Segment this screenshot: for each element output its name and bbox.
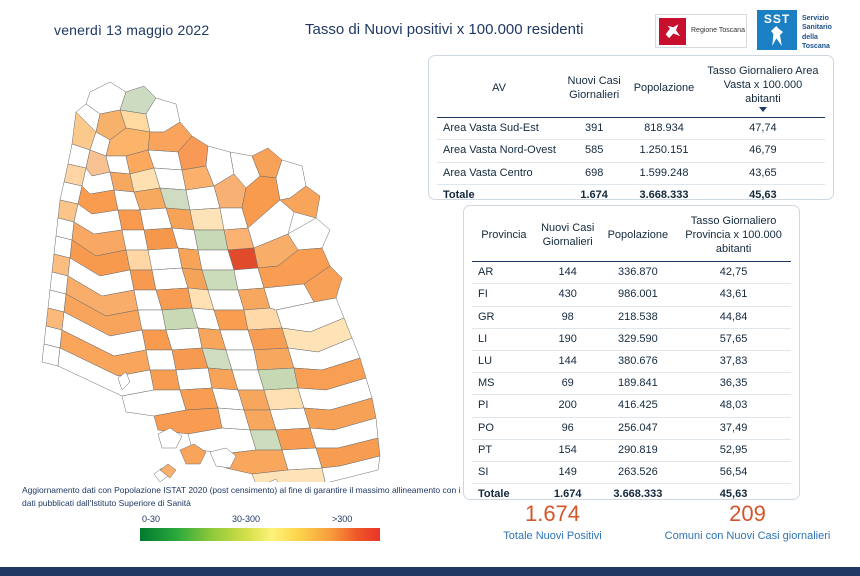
table-header-row: [472, 210, 791, 262]
cell-casi: 149: [536, 461, 600, 483]
stat-value: 1.674: [524, 501, 581, 526]
cell-area: Area Vasta Centro: [437, 162, 561, 184]
table-row[interactable]: [472, 351, 791, 373]
sst-caption-label: Servizio Sanitario della Toscana: [802, 15, 832, 51]
cell-provincia: GR: [472, 306, 536, 328]
map-svg: [30, 52, 450, 482]
cell-tasso: 52,95: [676, 439, 791, 461]
cell-tasso: 43,61: [676, 284, 791, 306]
table-row[interactable]: [472, 373, 791, 395]
cell-provincia: PO: [472, 417, 536, 439]
cell-area: Area Vasta Sud-Est: [437, 118, 561, 140]
provincia-table-card[interactable]: [463, 205, 800, 500]
cell-tasso: 36,35: [676, 373, 791, 395]
report-date: venerdì 13 maggio 2022: [54, 22, 210, 38]
sst-badge-icon: [757, 10, 797, 50]
cell-popolazione: 218.538: [600, 306, 677, 328]
stat-caption: Totale Nuovi Positivi: [503, 529, 602, 542]
regione-toscana-label: Regione Toscana: [691, 27, 745, 35]
cell-popolazione: 986.001: [600, 284, 677, 306]
stat-value: 209: [729, 501, 766, 526]
col-nuovi-casi[interactable]: Nuovi Casi Giornalieri: [561, 60, 627, 118]
cell-provincia: LU: [472, 351, 536, 373]
table-row[interactable]: [472, 395, 791, 417]
municipality-polygons: [42, 82, 380, 482]
stat-caption: Comuni con Nuovi Casi giornalieri: [664, 529, 831, 542]
cell-casi: 698: [561, 162, 627, 184]
cell-provincia: SI: [472, 461, 536, 483]
footer-bar: [0, 567, 860, 576]
page-title: Tasso di Nuovi positivi x 100.000 residenti: [305, 21, 584, 38]
stat-total-new-positives: [455, 500, 650, 542]
cell-popolazione: 329.590: [600, 328, 677, 350]
cell-casi: 391: [561, 118, 627, 140]
col-tasso[interactable]: Tasso Giornaliero Provincia x 100.000 abitanti: [676, 210, 791, 262]
cell-casi: 585: [561, 140, 627, 162]
cell-area: Area Vasta Nord-Ovest: [437, 140, 561, 162]
sst-figure-icon: [771, 26, 783, 46]
cell-total-casi: 1.674: [561, 184, 627, 206]
cell-casi: 144: [536, 351, 600, 373]
cell-popolazione: 818.934: [627, 118, 701, 140]
cell-popolazione: 416.425: [600, 395, 677, 417]
cell-casi: 430: [536, 284, 600, 306]
cell-casi: 69: [536, 373, 600, 395]
col-provincia[interactable]: Provincia: [472, 210, 536, 262]
legend-labels: [140, 514, 380, 528]
cell-casi: 154: [536, 439, 600, 461]
table-row[interactable]: [472, 461, 791, 483]
table-row[interactable]: [472, 439, 791, 461]
cell-popolazione: 336.870: [600, 262, 677, 284]
col-av[interactable]: AV: [437, 60, 561, 118]
cell-tasso: 37,49: [676, 417, 791, 439]
cell-popolazione: 189.841: [600, 373, 677, 395]
cell-tasso: 56,54: [676, 461, 791, 483]
table-row[interactable]: [472, 284, 791, 306]
legend-color-ramp: [140, 528, 380, 541]
cell-provincia: FI: [472, 284, 536, 306]
col-popolazione[interactable]: Popolazione: [600, 210, 677, 262]
table-row[interactable]: [472, 262, 791, 284]
sst-logo: [757, 10, 839, 50]
cell-tasso: 47,74: [701, 118, 825, 140]
legend-label-mid: 30-300: [232, 514, 261, 524]
cell-casi: 144: [536, 262, 600, 284]
table-header-row: [437, 60, 825, 118]
summary-stats: [455, 500, 845, 542]
cell-casi: 96: [536, 417, 600, 439]
cell-casi: 190: [536, 328, 600, 350]
col-popolazione[interactable]: Popolazione: [627, 60, 701, 118]
sst-abbrev-label: SST: [763, 12, 791, 26]
cell-tasso: 44,84: [676, 306, 791, 328]
table-row[interactable]: [472, 417, 791, 439]
col-tasso-label: Tasso Giornaliero Area Vasta x 100.000 abitanti: [707, 65, 819, 105]
cell-popolazione: 1.599.248: [627, 162, 701, 184]
table-row[interactable]: [437, 140, 825, 162]
sort-descending-icon[interactable]: [759, 107, 767, 112]
cell-total-popolazione: 3.668.333: [600, 484, 677, 506]
cell-total-tasso: 45,63: [676, 484, 791, 506]
data-source-note: Aggiornamento dati con Popolazione ISTAT 2020 (post censimento) al fine di garantire il massimo allineamento con i dati pubblicati dall'Istituto Superiore di Sanità: [22, 485, 461, 508]
cell-casi: 98: [536, 306, 600, 328]
cell-total-popolazione: 3.668.333: [627, 184, 701, 206]
cell-total-tasso: 45,63: [701, 184, 825, 206]
area-vasta-table-card[interactable]: [428, 55, 834, 200]
table-row[interactable]: [472, 328, 791, 350]
cell-popolazione: 1.250.151: [627, 140, 701, 162]
cell-provincia: PI: [472, 395, 536, 417]
map-legend: [140, 514, 380, 541]
provincia-table: [472, 210, 791, 505]
legend-label-low: 0-30: [142, 514, 161, 524]
pegaso-icon: [659, 18, 686, 45]
cell-casi: 200: [536, 395, 600, 417]
stat-municipalities-with-cases: [650, 500, 845, 542]
cell-popolazione: 380.676: [600, 351, 677, 373]
table-row[interactable]: [472, 306, 791, 328]
cell-popolazione: 263.526: [600, 461, 677, 483]
table-total-row: [437, 184, 825, 206]
cell-tasso: 46,79: [701, 140, 825, 162]
cell-tasso: 43,65: [701, 162, 825, 184]
cell-popolazione: 290.819: [600, 439, 677, 461]
legend-label-high: >300: [332, 514, 353, 524]
table-row[interactable]: [437, 162, 825, 184]
col-nuovi-casi[interactable]: Nuovi Casi Giornalieri: [536, 210, 600, 262]
cell-total-label: Totale: [437, 184, 561, 206]
cell-popolazione: 256.047: [600, 417, 677, 439]
tuscany-choropleth-map[interactable]: [30, 52, 450, 482]
cell-total-casi: 1.674: [536, 484, 600, 506]
table-row[interactable]: [437, 118, 825, 140]
cell-provincia: LI: [472, 328, 536, 350]
cell-tasso: 37,83: [676, 351, 791, 373]
cell-tasso: 57,65: [676, 328, 791, 350]
area-vasta-table: [437, 60, 825, 206]
cell-tasso: 42,75: [676, 262, 791, 284]
cell-provincia: MS: [472, 373, 536, 395]
regione-toscana-logo: [655, 14, 747, 48]
cell-provincia: AR: [472, 262, 536, 284]
col-tasso[interactable]: [701, 60, 825, 118]
cell-tasso: 48,03: [676, 395, 791, 417]
cell-total-label: Totale: [472, 484, 536, 506]
cell-provincia: PT: [472, 439, 536, 461]
